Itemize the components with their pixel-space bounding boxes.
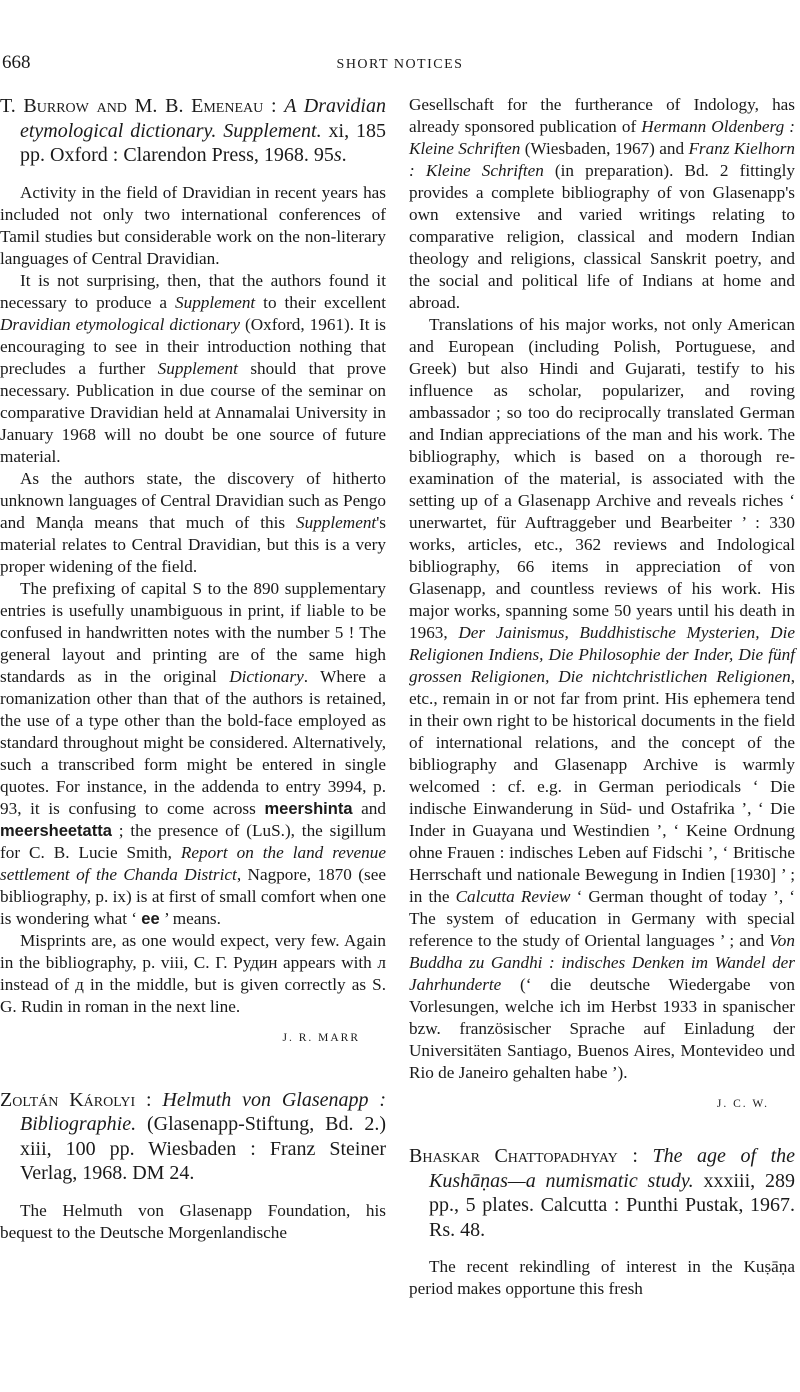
review-paragraph: The recent rekindling of interest in the Kuṣāṇa period makes opportune this fresh: [409, 1257, 795, 1298]
bold-run: ee: [141, 909, 160, 928]
review-paragraph: [0, 578, 386, 930]
review-author: Zoltán Károlyi: [0, 1088, 136, 1111]
text-run: to their excellent: [255, 292, 386, 312]
review-paragraph: The Helmuth von Glasenapp Foundation, his bequest to the Deutsche Morgenlandische: [0, 1200, 386, 1242]
heading-separator: :: [263, 95, 285, 117]
review-heading-karolyi: [0, 1088, 386, 1186]
review-paragraph: Misprints are, as one would expect, very few. Again in the bibliography, p. viii, С. Г. Рудин appears with л instead of д in the middle, but is given correctly as S. G. Rudin in roman in the next line.: [0, 930, 386, 1016]
heading-separator: :: [135, 1088, 163, 1111]
italic-run: Dravidian etymological dictionary: [0, 314, 241, 334]
text-run: and: [352, 798, 386, 818]
page-number: 668: [2, 52, 31, 73]
text-run: should that prove necessary. Publication in due course of the seminar on comparative Dravidian held at Annamalai University in January 1968 will no doubt be one source of future material.: [0, 358, 387, 466]
reviewer-signature: J. C. W.: [716, 1098, 769, 1110]
italic-run: Calcutta Review: [455, 887, 571, 906]
heading-end: .: [341, 144, 347, 166]
text-run: (in preparation). Bd. 2 fittingly provides a complete bibliography of von Glasenapp's own extensive and varied writings relating to comparative religion, classical and modern Indian theology and religions, classical Sanskrit poetry, and the social and political life of Indians at home and abroad.: [409, 161, 795, 312]
reviewer-signature: J. R. MARR: [282, 1031, 360, 1044]
running-title: SHORT NOTICES: [336, 57, 464, 72]
book-details: (Glasenapp-Stiftung, Bd. 2.) xiii, 100 pp. Wiesbaden : Franz Steiner Verlag, 1968. DM 24.: [20, 1113, 386, 1184]
bold-run: meersheetatta: [0, 821, 112, 840]
book-details: xxxiii, 289 pp., 5 plates. Calcutta : Punthi Pustak, 1967. Rs. 48.: [429, 1169, 795, 1241]
review-paragraph: [409, 94, 795, 314]
review-author: T. Burrow and M. B. Emeneau: [0, 95, 264, 117]
text-run: (‘ die deutsche Wiedergabe von Vorlesungen, welche ich im Herbst 1933 in spanischer bzw. französischer Sprache auf Einladung der Universitäten Santiago, Buenos Aires, Montevideo und Rio de Janeiro gehalten habe ’).: [409, 975, 795, 1082]
text-run: , Nagpore, 1870 (see bibliography, p. ix) is at first of small comfort when one is wondering what ‘: [0, 864, 386, 928]
italic-run: Von Buddha zu Gandhi : indisches Denken im Wandel der Jahrhunderte: [409, 931, 795, 994]
italic-run: Supplement: [157, 358, 238, 378]
italic-run: Der Jainismus, Buddhistische Mysterien, Die Religionen Indiens, Die Philosophie der Inder, Die fünf grossen Religionen, Die nichtchristlichen Religionen: [409, 623, 795, 686]
book-title: Helmuth von Glasenapp : Bibliographie.: [20, 1088, 386, 1135]
text-run: (Oxford, 1961). It is encouraging to see in their introduction nothing that precludes a further: [0, 314, 386, 378]
text-run: 's material relates to Central Dravidian, but this is a very proper widening of the field.: [0, 512, 386, 576]
text-run: ; the presence of (LuS.), the sigillum for C. B. Lucie Smith,: [0, 820, 386, 862]
text-run: . Where a romanization other than that of the authors is retained, the use of a type other than the bold-face employed as standard throughout might be considered. Alternatively, such a transcribed form might be entered in single quotes. For instance, in the addenda to entry 3994, p. 93, it is confusing to come across: [0, 666, 386, 818]
price-suffix: s: [333, 144, 342, 166]
text-run: ’ means.: [159, 908, 221, 928]
italic-run: Supplement: [296, 512, 377, 532]
italic-run: Supplement: [175, 292, 256, 312]
book-details: xi, 185 pp. Oxford : Clarendon Press, 1968. 95: [20, 119, 386, 166]
italic-run: Dictionary: [229, 666, 304, 686]
text-run: It is not surprising, then, that the authors found it necessary to produce a: [0, 270, 386, 312]
heading-separator: :: [617, 1145, 653, 1167]
review-author: Bhaskar Chattopadhyay: [409, 1145, 618, 1167]
review-paragraph: Activity in the field of Dravidian in recent years has included not only two international conferences of Tamil studies but considerable work on the non-literary languages of Central Dravidian.: [0, 182, 386, 268]
bold-run: meershinta: [264, 799, 353, 818]
review-paragraph: [0, 270, 386, 468]
review-paragraph: [409, 314, 795, 1084]
text-run: The prefixing of capital S to the 890 supplementary entries is usefully unambiguous in print, if liable to be confused in handwritten notes with the number 5 ! The general layout and printing are of the same high standards as in the original: [0, 578, 386, 686]
right-column: [409, 94, 795, 1300]
review-heading-chattopadhyay: [409, 1144, 795, 1242]
text-run: (Wiesbaden, 1967) and: [520, 139, 689, 158]
italic-run: Hermann Oldenberg : Kleine Schriften: [409, 117, 795, 158]
left-column: [0, 94, 386, 1244]
text-run: Translations of his major works, not only American and European (including Polish, Portuguese, and Greek) but also Hindi and Gujarati, testify to his influence as scholar, popularizer, and roving ambassador ; so too do reciprocally translated German and Indian appreciations of the man and his work. The bibliography, which is based on a thorough re-examination of the material, is associated with the setting up of a Glasenapp Archive and reveals riches ‘ unerwartet, für Auftraggeber und Bearbeiter ’ : 330 works, articles, etc., 362 reviews and Indological bibliography, 66 items in appreciation of von Glasenapp, and countless reviews of his work. His major works, spanning some 50 years until his death in 1963,: [409, 315, 795, 642]
italic-run: Franz Kielhorn : Kleine Schriften: [409, 139, 795, 180]
review-heading-burrow-emeneau: [0, 94, 386, 168]
text-run: As the authors state, the discovery of hitherto unknown languages of Central Dravidian such as Pengo and Manḍa means that much of this: [0, 468, 386, 532]
italic-run: Report on the land revenue settlement of the Chanda District: [0, 842, 386, 884]
review-paragraph: [0, 468, 386, 578]
text-run: ‘ German thought of today ’, ‘ The system of education in Germany with special reference to the study of Oriental languages ’ ; and: [409, 887, 795, 950]
book-title: A Dravidian etymological dictionary. Supplement.: [20, 95, 386, 142]
text-run: Gesellschaft for the furtherance of Indology, has already sponsored publication of: [409, 95, 795, 136]
book-title: The age of the Kushāṇas—a numismatic study.: [429, 1145, 796, 1192]
text-run: , etc., remain in or not far from print. His ephemera tend in their own right to be historical documents in the field of international relations, and the concept of the bibliography and Glasenapp Archive is warmly welcomed : cf. e.g. in German periodicals ‘ Die indische Einwanderung in Süd- und Ostafrika ’, ‘ Die Inder in Guayana und Westindien ’, ‘ Keine Ordnung ohne Frauen : indisches Leben auf Fidschi ’, ‘ Britische Herrschaft und nationale Bewegung in Indien [1930] ’ ; in the: [409, 667, 795, 906]
